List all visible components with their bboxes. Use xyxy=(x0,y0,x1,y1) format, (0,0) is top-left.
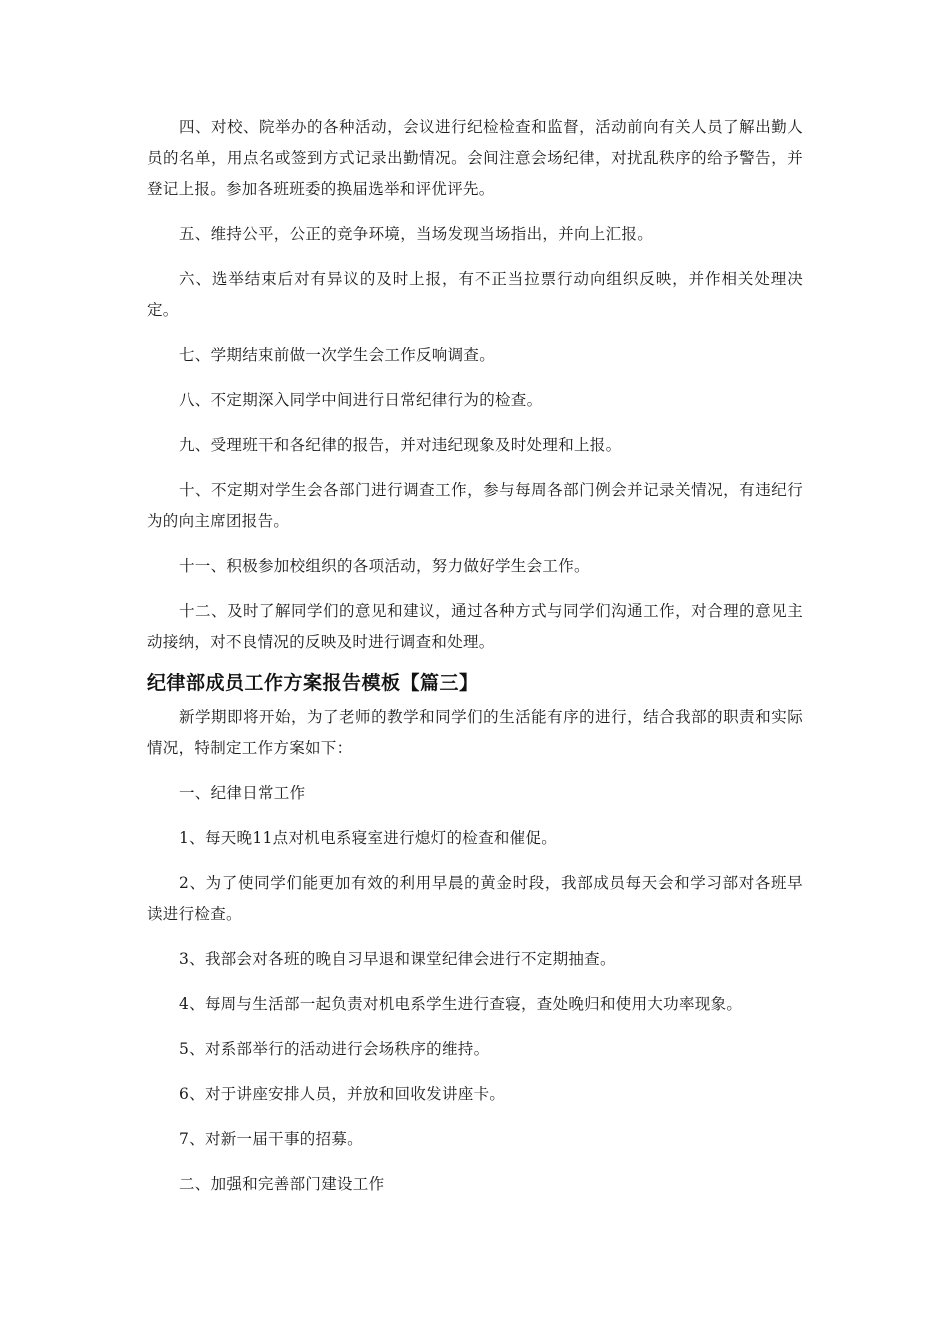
paragraph: 十、不定期对学生会各部门进行调查工作，参与每周各部门例会并记录关情况，有违纪行为的向主席团报告。 xyxy=(147,481,803,530)
paragraph: 八、不定期深入同学中间进行日常纪律行为的检查。 xyxy=(179,391,543,409)
paragraph: 6、对于讲座安排人员，并放和回收发讲座卡。 xyxy=(179,1085,506,1103)
paragraph: 2、为了使同学们能更加有效的利用早晨的黄金时段，我部成员每天会和学习部对各班早读进行检查。 xyxy=(147,874,803,923)
paragraph: 一、纪律日常工作 xyxy=(179,784,306,802)
paragraph: 六、选举结束后对有异议的及时上报，有不正当拉票行动向组织反映，并作相关处理决定。 xyxy=(147,270,803,319)
paragraph: 五、维持公平，公正的竞争环境，当场发现当场指出，并向上汇报。 xyxy=(179,225,654,243)
paragraph: 5、对系部举行的活动进行会场秩序的维持。 xyxy=(179,1040,490,1058)
paragraph: 十一、积极参加校组织的各项活动，努力做好学生会工作。 xyxy=(179,557,590,575)
section-heading: 纪律部成员工作方案报告模板【篇三】 xyxy=(147,672,479,694)
paragraph: 4、每周与生活部一起负责对机电系学生进行查寝，查处晚归和使用大功率现象。 xyxy=(179,995,743,1013)
paragraph: 四、对校、院举办的各种活动，会议进行纪检检查和监督，活动前向有关人员了解出勤人员的名单，用点名或签到方式记录出勤情况。会间注意会场纪律，对扰乱秩序的给予警告，并登记上报。参加各班班委的换届选举和评优评先。 xyxy=(147,118,803,198)
paragraph: 九、受理班干和各纪律的报告，并对违纪现象及时处理和上报。 xyxy=(179,436,622,454)
paragraph: 7、对新一届干事的招募。 xyxy=(179,1130,363,1148)
document-body xyxy=(147,112,803,1214)
paragraph: 新学期即将开始，为了老师的教学和同学们的生活能有序的进行，结合我部的职责和实际情况，特制定工作方案如下： xyxy=(147,708,803,757)
paragraph: 1、每天晚11点对机电系寝室进行熄灯的检查和催促。 xyxy=(179,829,558,847)
paragraph: 七、学期结束前做一次学生会工作反响调查。 xyxy=(179,346,496,364)
paragraph: 3、我部会对各班的晚自习早退和课堂纪律会进行不定期抽查。 xyxy=(179,950,616,968)
paragraph: 十二、及时了解同学们的意见和建议，通过各种方式与同学们沟通工作，对合理的意见主动接纳，对不良情况的反映及时进行调查和处理。 xyxy=(147,602,803,651)
paragraph: 二、加强和完善部门建设工作 xyxy=(179,1175,385,1193)
